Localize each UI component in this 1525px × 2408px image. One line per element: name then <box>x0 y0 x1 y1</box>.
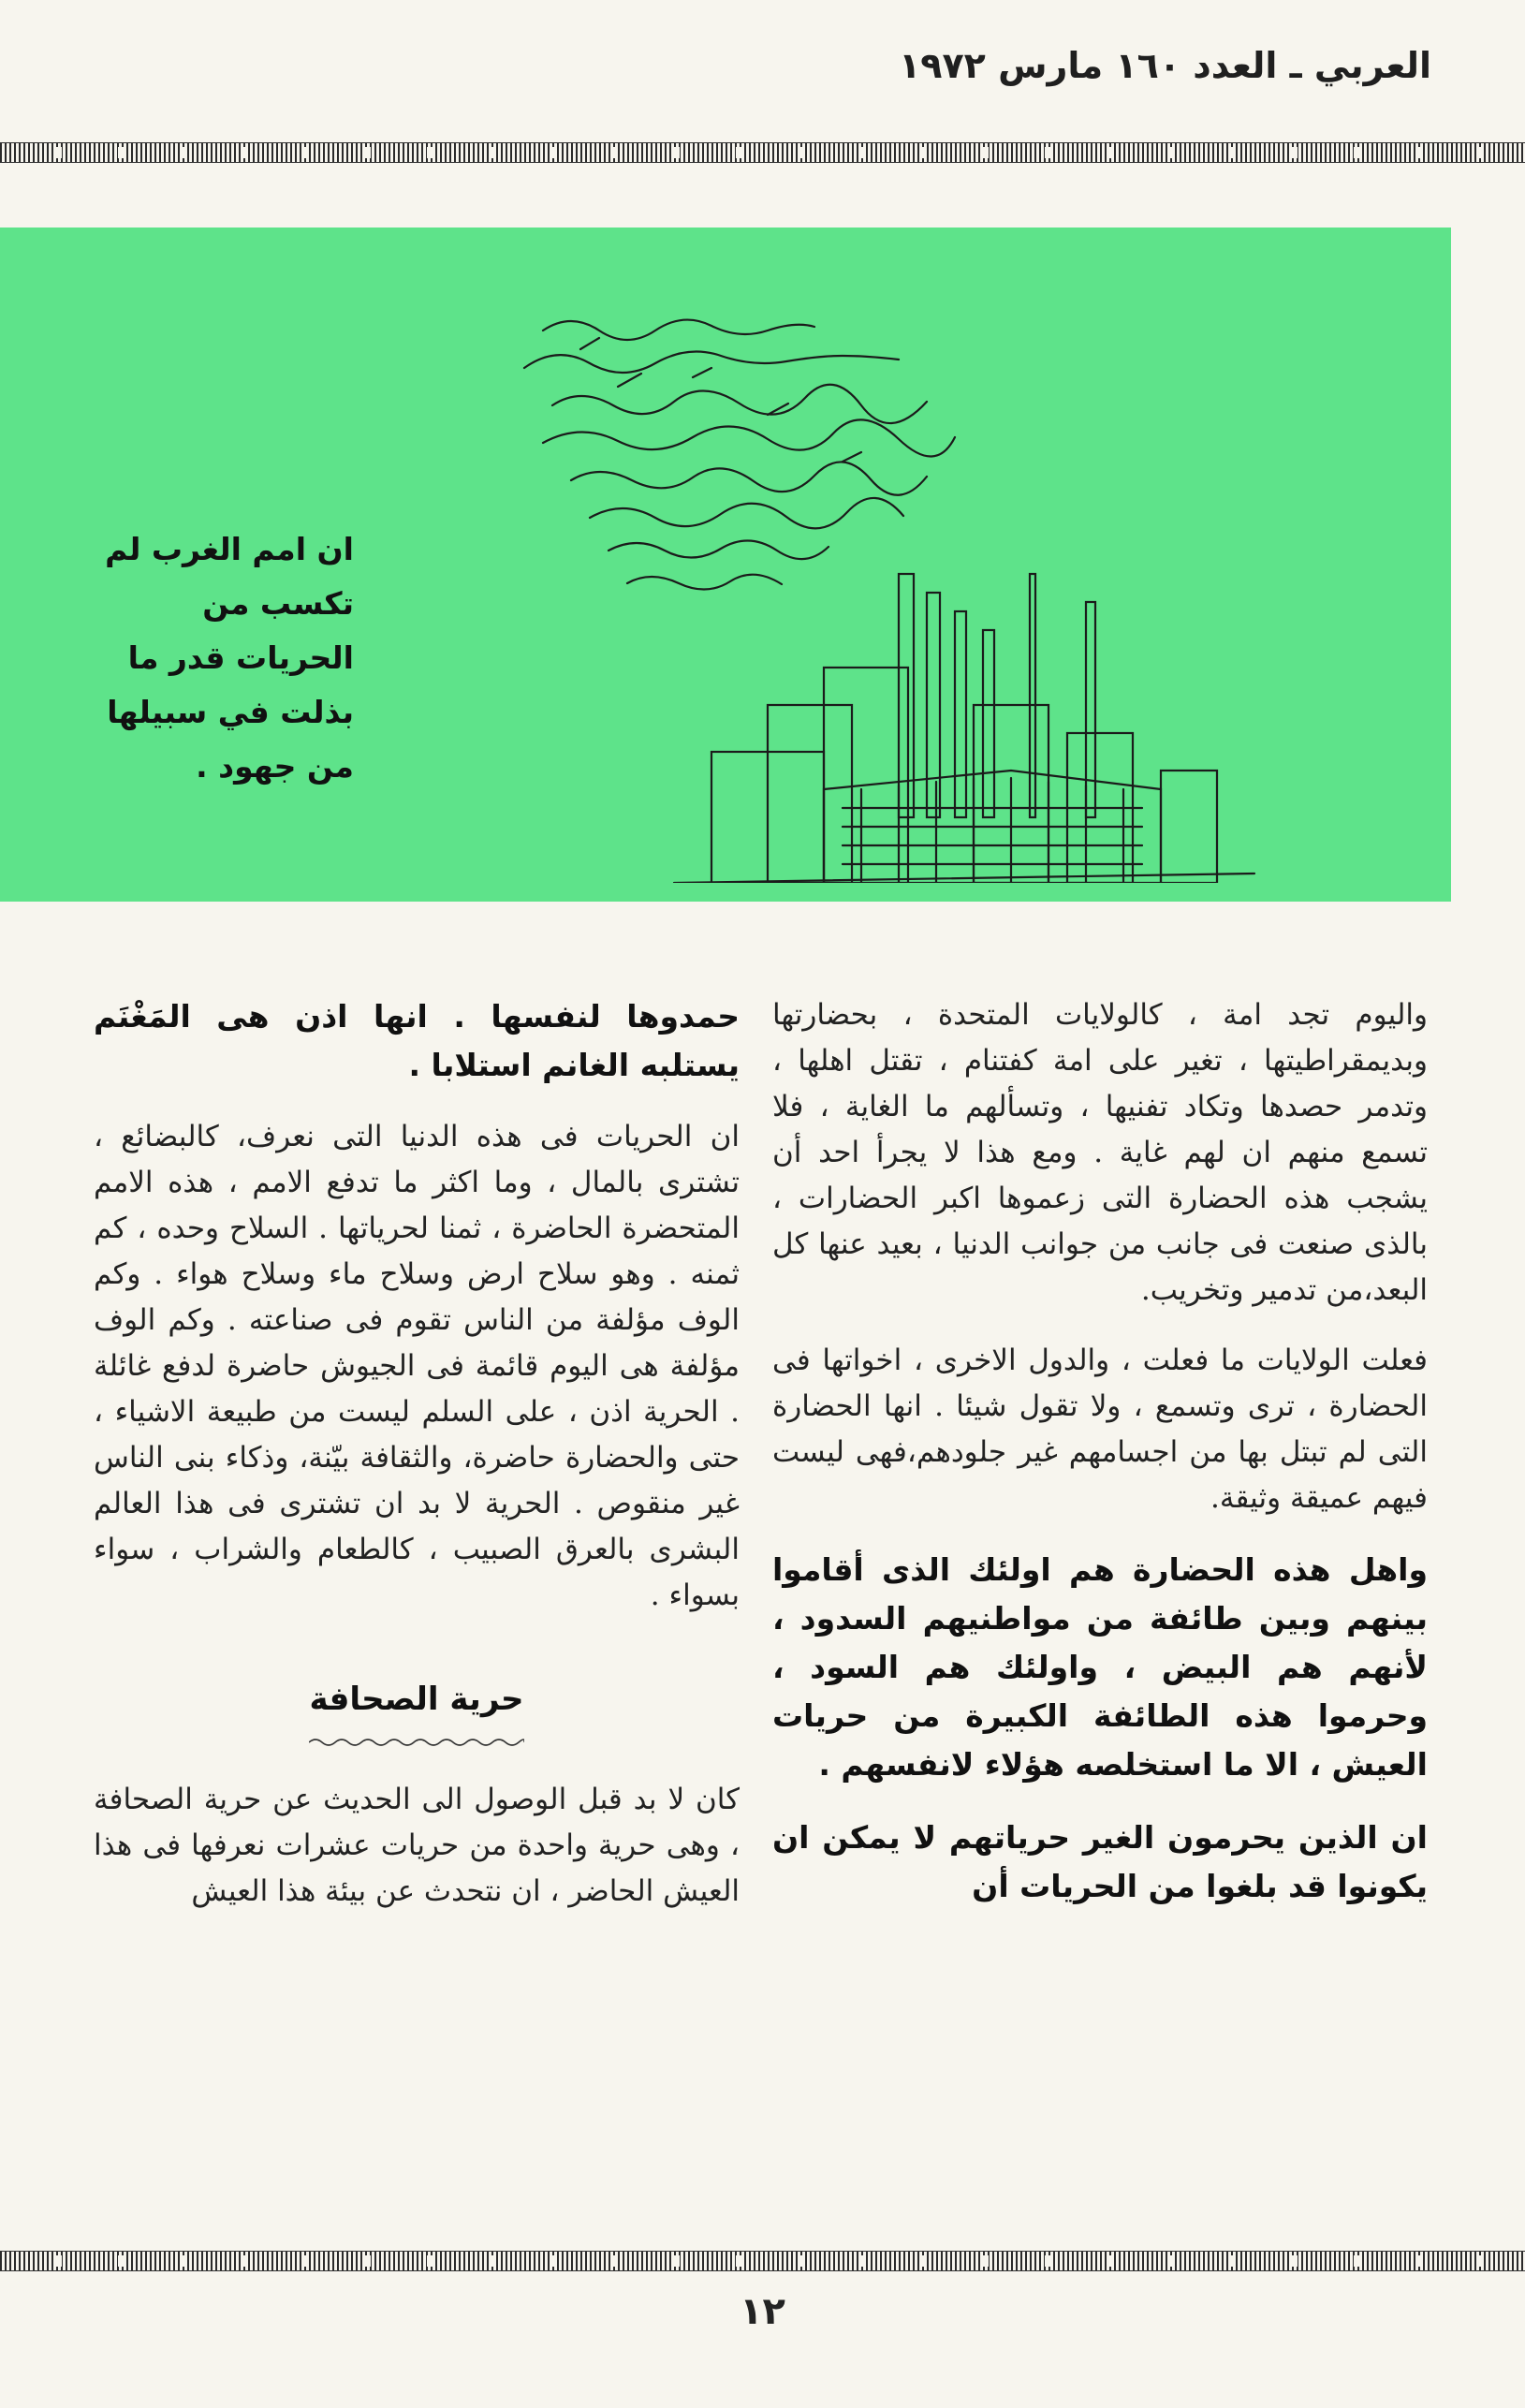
running-header: العربي ـ العدد ١٦٠ مارس ١٩٧٢ <box>899 45 1431 86</box>
article-column-right <box>772 992 1428 1935</box>
bold-paragraph: واهل هذه الحضارة هم اولئك الذى أقاموا بينهم وبين طائفة من مواطنيهم السدود ، لأنهم هم البيض ، واولئك هم السود ، وحرموا هذه الطائفة الكبيرة من حريات العيش ، الا ما استخلصه هؤلاء لانفسهم . <box>772 1551 1428 1783</box>
top-divider <box>0 142 1525 163</box>
section-title: حرية الصحافة <box>309 1681 524 1718</box>
banner-caption: ان امم الغرب لم تكسب من الحريات قدر ما بذلت في سبيلها من جهود . <box>105 531 354 785</box>
page-number: ١٢ <box>740 2290 785 2333</box>
illustration-banner <box>0 228 1451 902</box>
wavy-underline-divider <box>309 1736 524 1749</box>
paragraph: كان لا بد قبل الوصول الى الحديث عن حرية الصحافة ، وهى حرية واحدة من حريات عشرات نعرفها فى هذا العيش الحاضر ، ان نتحدث عن بيئة هذا العيش <box>94 1783 740 1908</box>
bold-paragraph: ان الذين يحرمون الغير حرياتهم لا يمكن ان يكونوا قد بلغوا من الحريات أن <box>772 1819 1428 1904</box>
lead-paragraph: حمدوها لنفسها . انها اذن هى المَغْنَم يستلبه الغانم استلابا . <box>94 998 740 1083</box>
article-column-left <box>94 992 740 1939</box>
paragraph: واليوم تجد امة ، كالولايات المتحدة ، بحضارتها وبديمقراطيتها ، تغير على امة كفتنام ، تقتل اهلها ، وتدمر حصدها وتكاد تفنيها ، وتسألهم ما الغاية ، فلا تسمع منهم ان لهم غاية . ومع هذا لا يجرأ احد أن يشجب هذه الحضارة التى زعموها اكبر الحضارات ، بالذى صنعت فى جانب من جوانب الدنيا ، بعيد عنها كل البعد،من تدمير وتخريب. <box>772 998 1428 1307</box>
factory-illustration <box>487 265 1329 883</box>
bottom-divider <box>0 2251 1525 2271</box>
paragraph: فعلت الولايات ما فعلت ، والدول الاخرى ، اخواتها فى الحضارة ، ترى وتسمع ، ولا تقول شيئا . انها الحضارة التى لم تبتل بها من اجسامهم غير جلودهم،فهى ليست فيهم عميقة وثيقة. <box>772 1343 1428 1515</box>
paragraph: ان الحريات فى هذه الدنيا التى نعرف، كالبضائع ، تشترى بالمال ، وما اكثر ما تدفع الامم ، هذه الامم المتحضرة الحاضرة ، ثمنا لحرياتها . السلاح وحده ، كم ثمنه . وهو سلاح ارض وسلاح ماء وسلاح هواء . وكم الوف مؤلفة من الناس تقوم فى صناعته . وكم الوف مؤلفة هى اليوم قائمة فى الجيوش حاضرة لدفع غائلة . الحرية اذن ، على السلم ليست من طبيعة الاشياء ، حتى والحضارة حاضرة، والثقافة بيّنة، وذكاء بنى الناس غير منقوص . الحرية لا بد ان تشترى فى هذا العالم البشرى بالعرق الصبيب ، كالطعام والشراب ، سواء بسواء . <box>94 1120 740 1612</box>
